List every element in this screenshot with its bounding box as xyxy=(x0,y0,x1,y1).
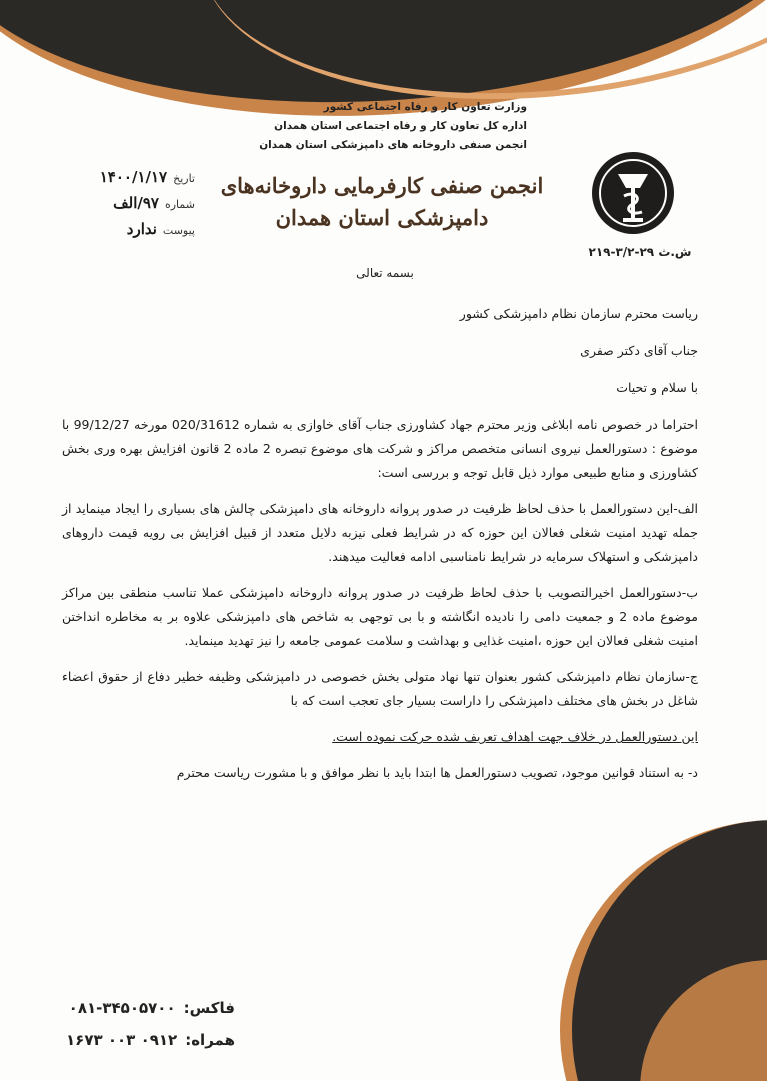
paragraph-intro: احتراما در خصوص نامه ابلاغی وزیر محترم جهاد کشاورزی جناب آقای خاوازی به شماره 020/31612 مورخه 99/12/27 با موضوع : دستورالعمل نیروی انسانی متخصص مراکز و شرکت های موضوع تبصره 2 ماده 2 قانون افزایش بهره وری بخش کشاورزی و منابع طبیعی موارد ذیل قابل توجه و بررسی است: xyxy=(62,417,698,480)
paragraph-jim: ج-سازمان نظام دامپزشکی کشور بعنوان تنها نهاد متولی بخش خصوصی در دامپزشکی وظیفه خطیر دفاع از حقوق اعضاء شاغل در بخش های مختلف دامپزشکی را داراست بسیار جای تعجب است که با xyxy=(62,669,698,708)
paragraph-jim-continued: این دستورالعمل در خلاف جهت اهداف تعریف شده حرکت نموده است. xyxy=(332,729,698,744)
mobile-label: همراه: xyxy=(185,1031,235,1049)
attachment-value: ندارد xyxy=(126,220,157,238)
association-line: انجمن صنفی داروخانه های دامپزشکی استان همدان xyxy=(259,139,527,151)
paragraph-be: ب-دستورالعمل اخیرالتصویب با حذف لحاظ ظرفیت در صدور پروانه داروخانه دامپزشکی عملا تناسب منطقی بین مراکز موضوع ماده 2 و جمعیت دامی را نادیده انگاشته و با بی توجهی به شاخص های دامپزشکی علاوه بر به مخاطره انداختن امنیت شغلی فعالان این حوزه ،امنیت غذایی و بهداشت و سلامت عمومی جامعه را نیز تهدید مینماید. xyxy=(62,585,698,648)
registration-number: ش.ث ۲۹-۳/۲-۲۱۹ xyxy=(588,245,692,259)
province-office-line: اداره کل تعاون کار و رفاه اجتماعی استان همدان xyxy=(274,120,527,132)
addressee-organization: ریاست محترم سازمان نظام دامپزشکی کشور xyxy=(459,306,698,321)
paragraph-alef: الف-این دستورالعمل با حذف لحاظ ظرفیت در صدور پروانه داروخانه های دامپزشکی چالش های بسیاری را ایجاد مینماید از جمله تهدید امنیت شغلی فعالان این حوزه که در شرایط فعلی نیزبه دلایل متعدد از قبیل افزایش بی رویه قیمت داروهای دامپزشکی و استهلاک سرمایه در شرایط نامناسبی ادامه فعالیت میدهند. xyxy=(62,501,698,564)
number-value: ۹۷/الف xyxy=(113,194,159,212)
letter-meta xyxy=(55,165,195,243)
fax-number: ۰۸۱-۳۴۵۰۵۷۰۰ xyxy=(68,999,176,1017)
paragraph-dal: د- به استناد قوانین موجود، تصویب دستورالعمل ها ابتدا باید با نظر موافق و با مشورت ریاست محترم xyxy=(176,765,698,780)
letter-body xyxy=(62,302,698,785)
salutation: بسمه تعالی xyxy=(356,266,414,280)
date-label: تاریخ xyxy=(173,172,195,185)
date-value: ۱۴۰۰/۱/۱۷ xyxy=(99,168,168,186)
organization-title-line1: انجمن صنفی کارفرمایی داروخانه‌های xyxy=(220,173,544,198)
caduceus-logo-icon xyxy=(590,150,676,236)
ministry-line: وزارت تعاون کار و رفاه اجتماعی کشور xyxy=(323,101,527,113)
attachment-label: پیوست xyxy=(162,224,195,237)
mobile-number: ۰۹۱۲ ۰۰۳ ۱۶۷۳ xyxy=(66,1031,178,1049)
fax-label: فاکس: xyxy=(183,999,235,1017)
addressee-person: جناب آقای دکتر صفری xyxy=(580,343,698,358)
letterhead-authority-lines xyxy=(207,98,527,155)
organization-title-line2: دامپزشکی استان همدان xyxy=(275,205,489,230)
greeting: با سلام و تحیات xyxy=(616,380,698,395)
number-label: شماره xyxy=(164,198,195,211)
organization-title xyxy=(202,170,562,234)
contact-footer xyxy=(35,992,235,1056)
